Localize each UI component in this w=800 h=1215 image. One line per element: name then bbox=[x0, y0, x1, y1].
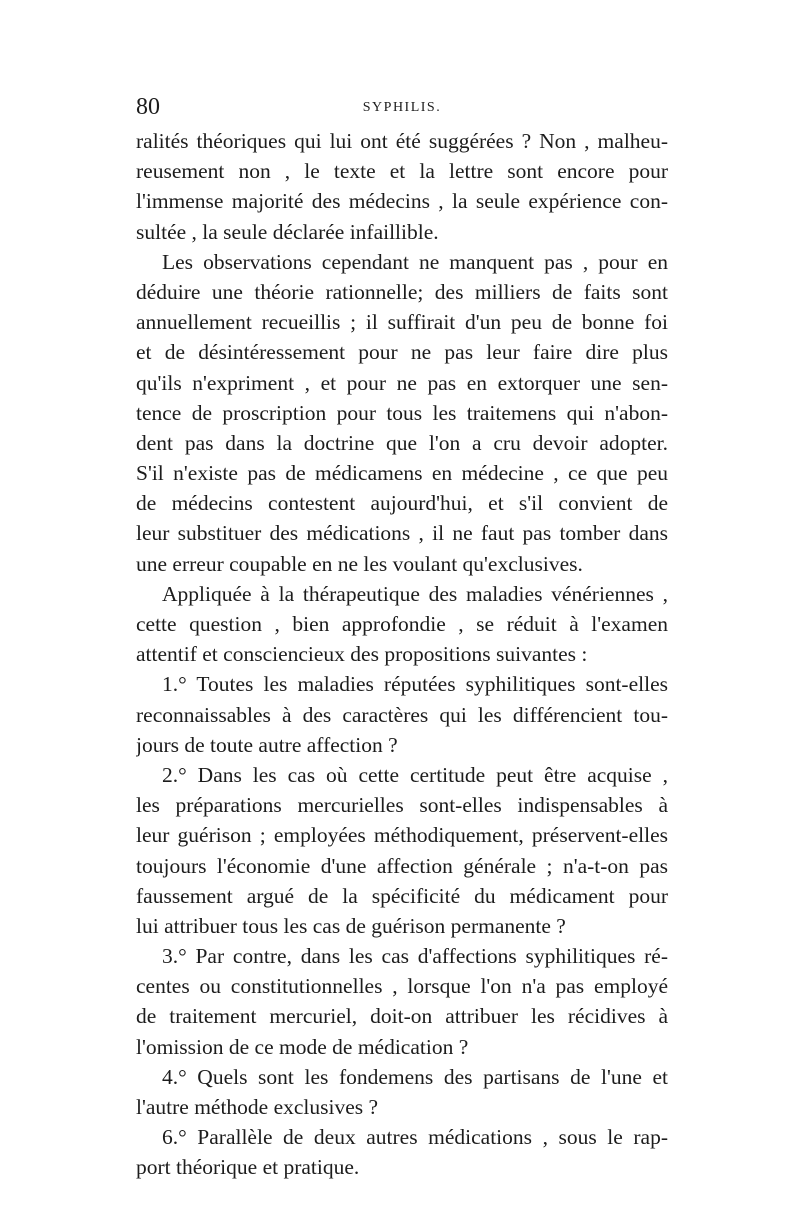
text-line: port théorique et pratique. bbox=[136, 1155, 360, 1180]
text-line: toujours l'économie d'une affection générale ; n'a-t-on pas bbox=[136, 853, 668, 878]
text-line: lui attribuer tous les cas de guérison permanente ? bbox=[136, 913, 566, 938]
text-line: sultée , la seule déclarée infaillible. bbox=[136, 219, 439, 244]
text-line: reconnaissables à des caractères qui les différencient tou- bbox=[136, 702, 668, 727]
text-line: de médecins contestent aujourd'hui, et s'il convient de bbox=[136, 491, 668, 516]
text-line: qu'ils n'expriment , et pour ne pas en extorquer une sen- bbox=[136, 370, 668, 395]
text-line: les préparations mercurielles sont-elles indispensables à bbox=[136, 793, 668, 818]
text-line: 2.° Dans les cas où cette certitude peut être acquise , bbox=[162, 762, 668, 787]
text-line: et de désintéressement pour ne pas leur faire dire plus bbox=[136, 340, 668, 365]
text-line: leur guérison ; employées méthodiquement, préservent-elles bbox=[136, 823, 668, 848]
body-text bbox=[136, 126, 668, 1183]
text-line: faussement argué de la spécificité du médicament pour bbox=[136, 883, 668, 908]
text-line: cette question , bien approfondie , se réduit à l'examen bbox=[136, 612, 668, 636]
text-line: S'il n'existe pas de médicamens en médecine , ce que peu bbox=[136, 461, 668, 486]
text-line: ralités théoriques qui lui ont été suggérées ? Non , malheu- bbox=[136, 129, 668, 153]
text-line: attentif et consciencieux des propositions suivantes : bbox=[136, 642, 588, 667]
text-line: 4.° Quels sont les fondemens des partisans de l'une et bbox=[162, 1064, 668, 1089]
text-line: déduire une théorie rationnelle; des milliers de faits sont bbox=[136, 279, 668, 304]
text-line: de traitement mercuriel, doit-on attribuer les récidives à bbox=[136, 1004, 668, 1029]
text-line: Les observations cependant ne manquent pas , pour en bbox=[162, 249, 668, 274]
text-line: dent pas dans la doctrine que l'on a cru devoir adopter. bbox=[136, 430, 668, 455]
text-line: jours de toute autre affection ? bbox=[136, 732, 398, 757]
text-line: Appliquée à la thérapeutique des maladies vénériennes , bbox=[162, 581, 668, 606]
text-line: leur substituer des médications , il ne faut pas tomber dans bbox=[136, 521, 668, 546]
text-line: tence de proscription pour tous les traitemens qui n'abon- bbox=[136, 400, 668, 425]
text-line: l'omission de ce mode de médication ? bbox=[136, 1034, 469, 1059]
text-line: 1.° Toutes les maladies réputées syphilitiques sont-elles bbox=[162, 672, 668, 697]
text-line: reusement non , le texte et la lettre sont encore pour bbox=[136, 159, 668, 184]
running-head bbox=[136, 94, 668, 120]
text-line: l'immense majorité des médecins , la seule expérience con- bbox=[136, 189, 668, 214]
page-number: 80 bbox=[136, 94, 160, 120]
text-line: 3.° Par contre, dans les cas d'affections syphilitiques ré- bbox=[162, 944, 668, 969]
text-line: centes ou constitutionnelles , lorsque l'on n'a pas employé bbox=[136, 974, 668, 999]
text-line: l'autre méthode exclusives ? bbox=[136, 1095, 379, 1119]
running-title: SYPHILIS. bbox=[362, 100, 442, 115]
text-line: une erreur coupable en ne les voulant qu'exclusives. bbox=[136, 551, 583, 576]
text-line: annuellement recueillis ; il suffirait d'un peu de bonne foi bbox=[136, 310, 668, 335]
text-line: 6.° Parallèle de deux autres médications , sous le rap- bbox=[162, 1125, 668, 1150]
